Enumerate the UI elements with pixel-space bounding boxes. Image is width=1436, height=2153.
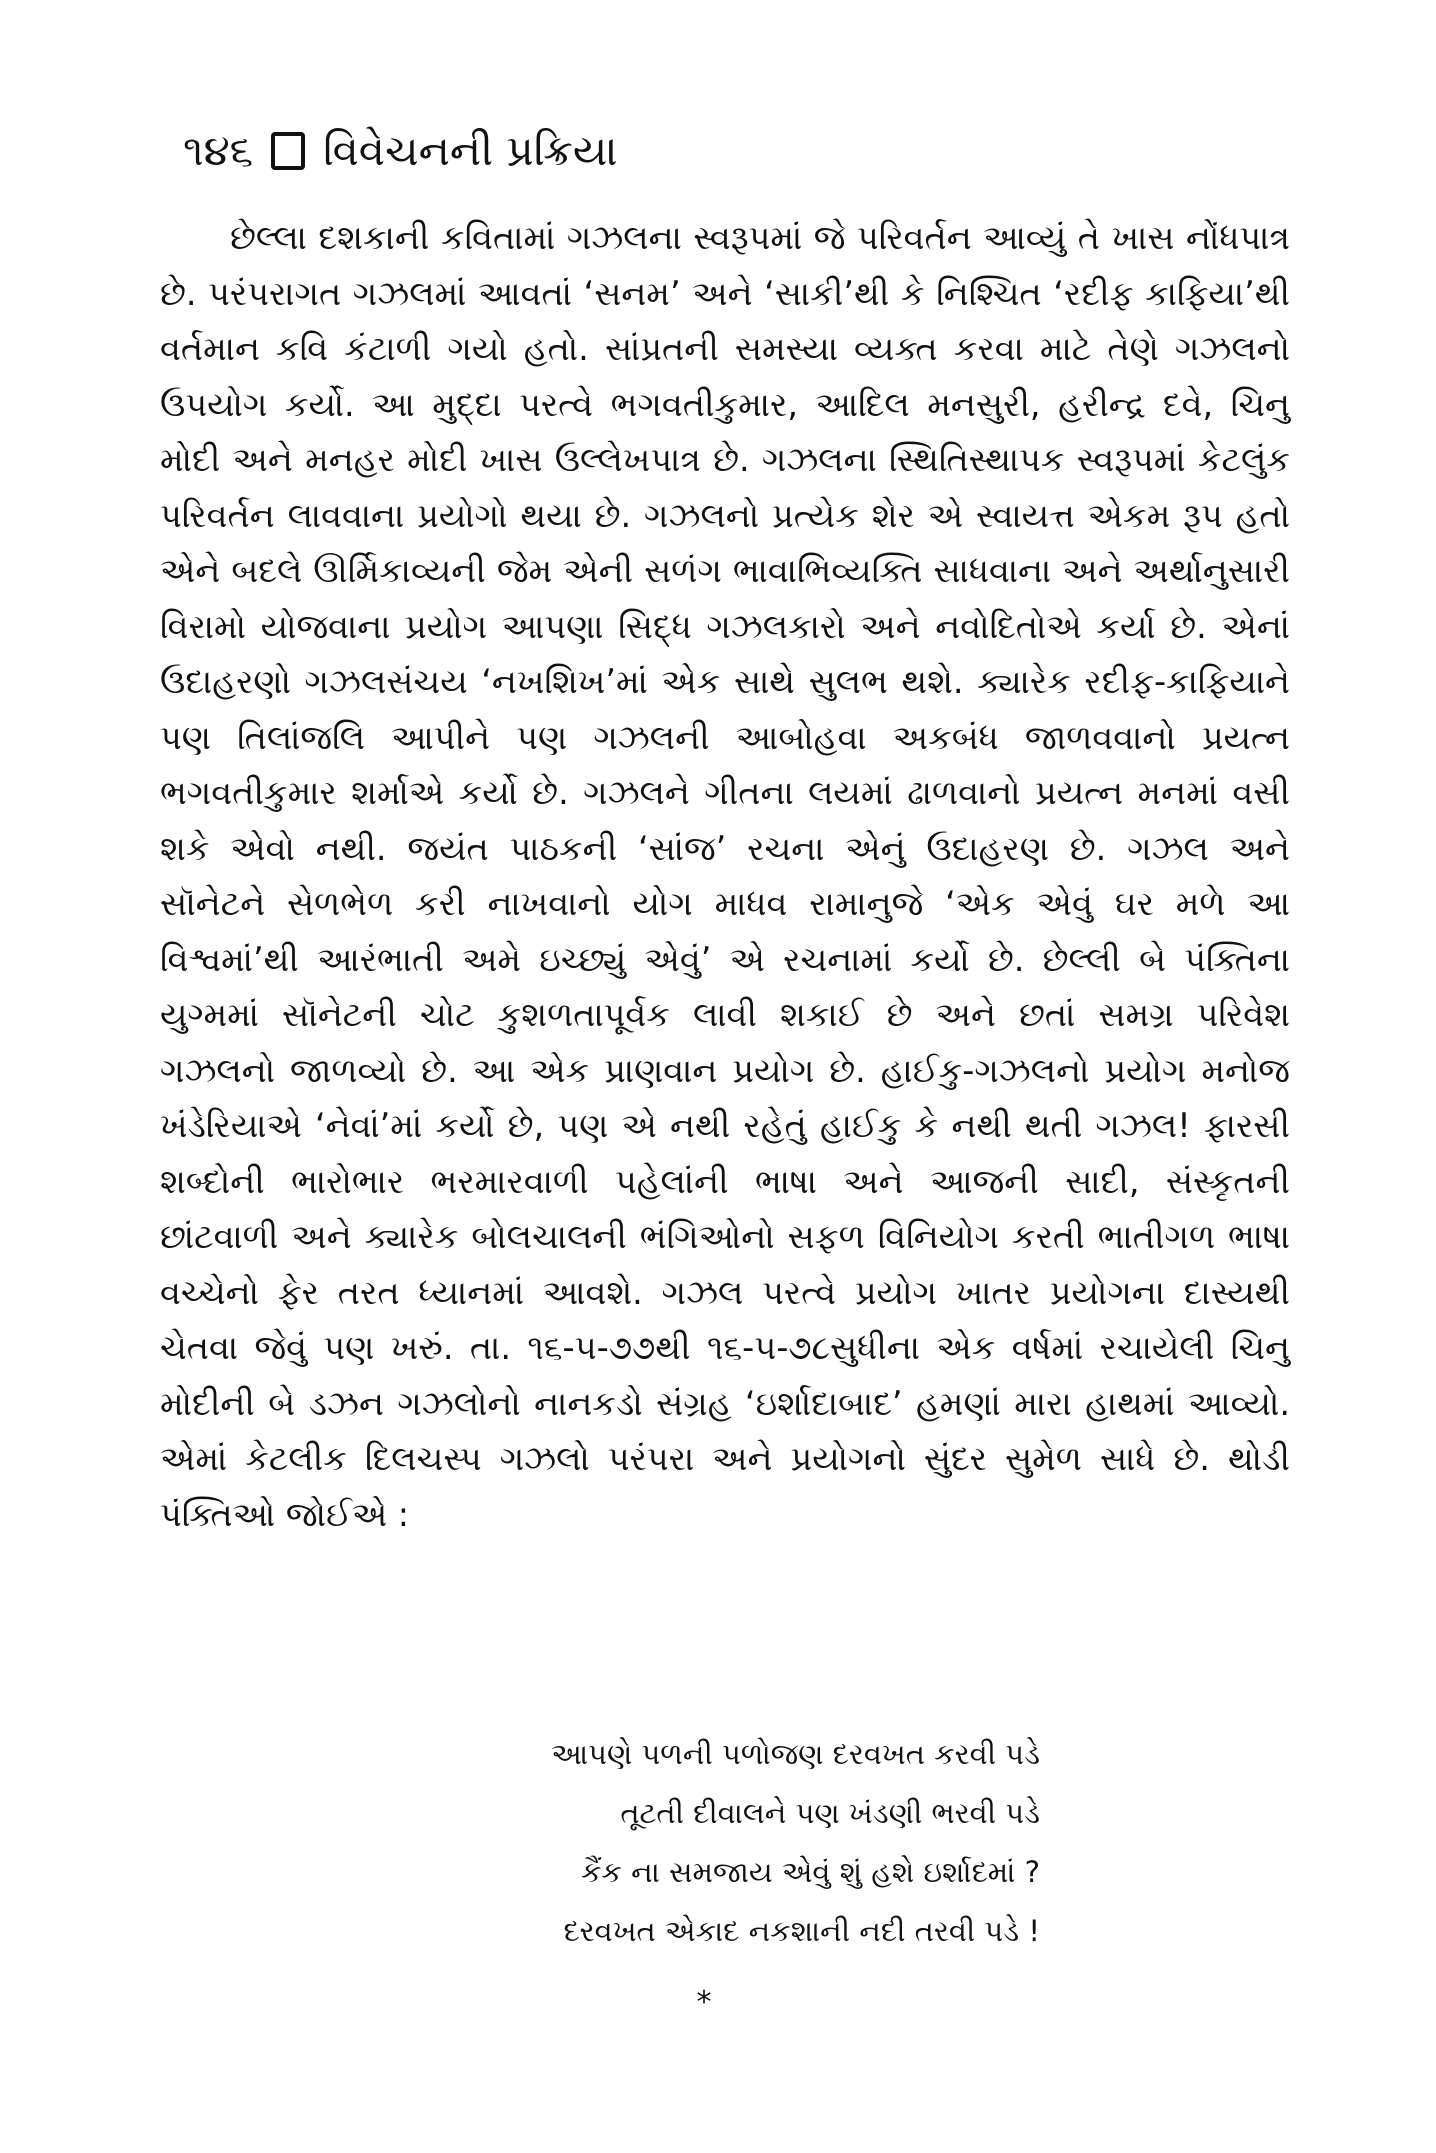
square-ornament-icon (271, 132, 305, 170)
section-end-asterisk: * (696, 1985, 712, 2020)
poem-line-2: તૂટતી દીવાલને પણ ખંડણી ભરવી પડે (620, 1796, 1040, 1830)
poem-quote (420, 1725, 1040, 1961)
chapter-title: વિવેચનની પ્રક્રિયા (323, 126, 618, 175)
poem-line-4: દરવખત એકાદ નકશાની નદી તરવી પડે ! (563, 1914, 1040, 1948)
poem-line-3: કૈંક ના સમજાય એવું શું હશે ઇર્શાદમાં ? (580, 1855, 1040, 1889)
poem-line-1: આપણે પળની પળોજણ દરવખત કરવી પડે (551, 1737, 1040, 1771)
page-number: ૧૪૬ (183, 126, 254, 175)
body-paragraph: છેલ્લા દશકાની કવિતામાં ગઝલના સ્વરૂપમાં જે પરિવર્તન આવ્યું તે ખાસ નોંધપાત્ર છે. પરંપરાગત ગઝલમાં આવતાં ‘સનમ’ અને ‘સાકી’થી કે નિશ્ચિત ‘રદીફ કાફિયા’થી વર્તમાન કવિ કંટાળી ગયો હતો. સાંપ્રતની સમસ્યા વ્યક્ત કરવા માટે તેણે ગઝલનો ઉપયોગ કર્યો. આ મુદ્દા પરત્વે ભગવતીકુમાર, આદિલ મનસુરી, હરીન્દ્ર દવે, ચિનુ મોદી અને મનહર મોદી ખાસ ઉલ્લેખપાત્ર છે. ગઝલના સ્થિતિસ્થાપક સ્વરૂપમાં કેટલુંક પરિવર્તન લાવવાના પ્રયોગો થયા છે. ગઝલનો પ્રત્યેક શેર એ સ્વાયત્ત એકમ રૂપ હતો એને બદલે ઊર્મિકાવ્યની જેમ એની સળંગ ભાવાભિવ્યક્તિ સાધવાના અને અર્થાનુસારી વિરામો યોજવાના પ્રયોગ આપણા સિદ્ધ ગઝલકારો અને નવોદિતોએ કર્યા છે. એનાં ઉદાહરણો ગઝલસંચય ‘નખશિખ’માં એક સાથે સુલભ થશે. ક્યારેક રદીફ-કાફિયાને પણ તિલાંજલિ આપીને પણ ગઝલની આબોહવા અકબંધ જાળવવાનો પ્રયત્ન ભગવતીકુમાર શર્માએ કર્યો છે. ગઝલને ગીતના લયમાં ઢાળવાનો પ્રયત્ન મનમાં વસી શકે એવો નથી. જયંત પાઠકની ‘સાંજ’ રચના એનું ઉદાહરણ છે. ગઝલ અને સૉનેટને સેળભેળ કરી નાખવાનો યોગ માધવ રામાનુજે ‘એક એવું ઘર મળે આ વિશ્વમાં’થી આરંભાતી અમે ઇચ્છ્યું એવું’ એ રચનામાં કર્યો છે. છેલ્લી બે પંક્તિના યુગ્મમાં સૉનેટની ચોટ કુશળતાપૂર્વક લાવી શકાઈ છે અને છતાં સમગ્ર પરિવેશ ગઝલનો જાળવ્યો છે. આ એક પ્રાણવાન પ્રયોગ છે. હાઈકુ-ગઝલનો પ્રયોગ મનોજ ખંડેરિયાએ ‘નેવાં’માં કર્યો છે, પણ એ નથી રહેતું હાઈકુ કે નથી થતી ગઝલ! ફારસી શબ્દોની ભારોભાર ભરમારવાળી પહેલાંની ભાષા અને આજની સાદી, સંસ્કૃતની છાંટવાળી અને ક્યારેક બોલચાલની ભંગિઓનો સફળ વિનિયોગ કરતી ભાતીગળ ભાષા વચ્ચેનો ફેર તરત ધ્યાનમાં આવશે. ગઝલ પરત્વે પ્રયોગ ખાતર પ્રયોગના દાસ્યથી ચેતવા જેવું પણ ખરું. તા. ૧૬-૫-૭૭થી ૧૬-૫-૭૮સુધીના એક વર્ષમાં રચાયેલી ચિનુ મોદીની બે ડઝન ગઝલોનો નાનકડો સંગ્રહ ‘ઇર્શાદાબાદ’ હમણાં મારા હાથમાં આવ્યો. એમાં કેટલીક દિલચસ્પ ગઝલો પરંપરા અને પ્રયોગનો સુંદર સુમેળ સાધે છે. થોડી પંક્તિઓ જોઈએ : (160, 218, 1290, 1534)
body-text (160, 210, 1290, 1542)
running-head (183, 122, 618, 180)
